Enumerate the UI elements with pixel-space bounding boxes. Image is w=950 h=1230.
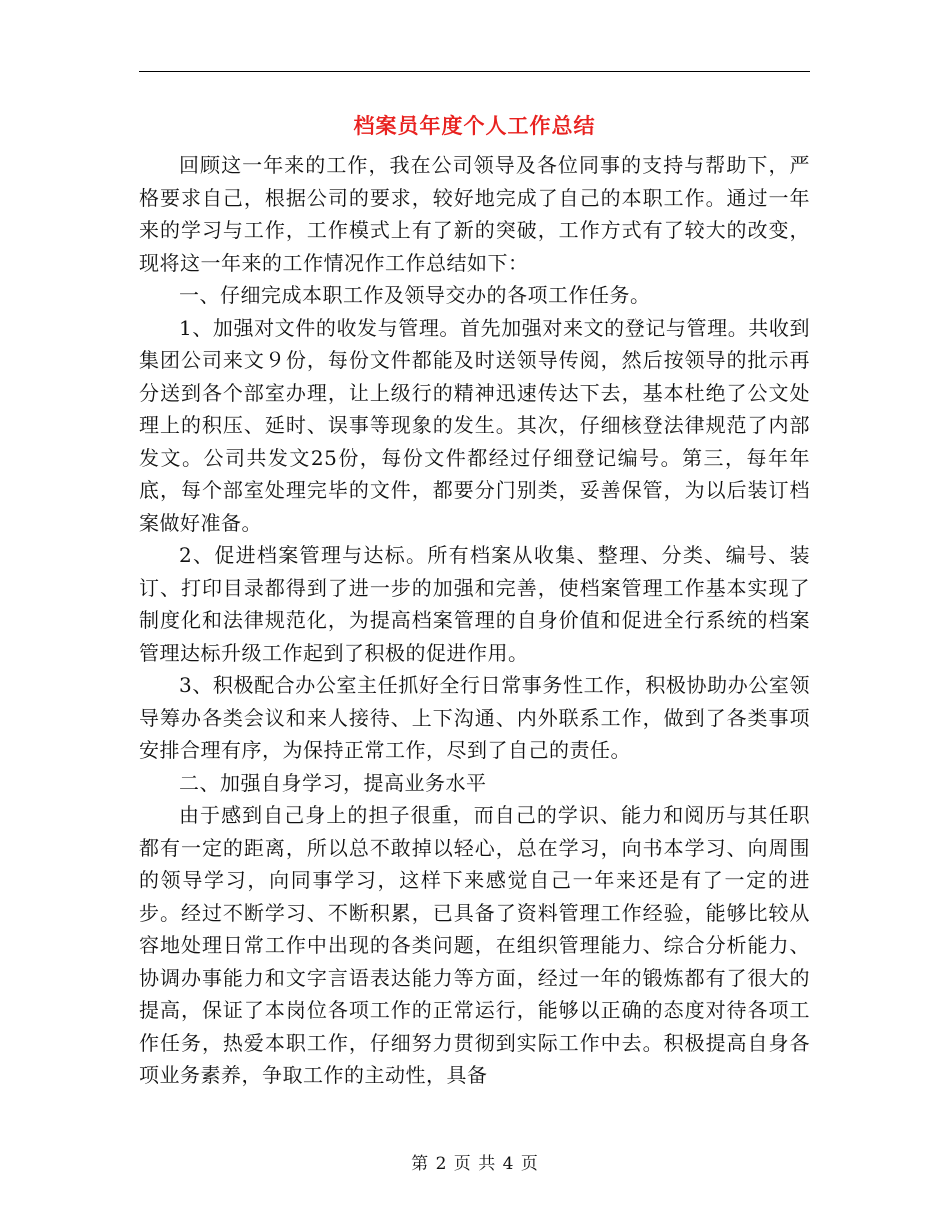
section-heading-1: 一、仔细完成本职工作及领导交办的各项工作任务。 [179, 283, 651, 307]
document-title: 档案员年度个人工作总结 [353, 113, 596, 138]
page-number-footer: 第 2 页 共 4 页 [411, 1154, 539, 1174]
section-heading-2: 二、加强自身学习，提高业务水平 [179, 770, 487, 795]
header-rule [139, 71, 810, 72]
paragraph-item-1: 1、加强对文件的收发与管理。首先加强对来文的登记与管理。共收到集团公司来文９份，每份文件都能及时送领导传阅，然后按领导的批示再分送到各个部室办理，让上级行的精神迅速传达下去，基本杜绝了公文处理上的积压、延时、误事等现象的发生。其次，仔细核登法律规范了内部发文。公司共发文25份，每份文件都经过仔细登记编号。第三，每年年底，每个部室处理完毕的文件，都要分门别类，妥善保管，为以后装订档案做好准备。 [139, 315, 810, 535]
paragraph-item-3: 3、积极配合办公室主任抓好全行日常事务性工作，积极协助办公室领导筹办各类会议和来人接待、上下沟通、内外联系工作，做到了各类事项安排合理有序，为保持正常工作，尽到了自己的责任。 [139, 673, 810, 762]
paragraph-intro: 回顾这一年来的工作，我在公司领导及各位同事的支持与帮助下，严格要求自己，根据公司的要求，较好地完成了自己的本职工作。通过一年来的学习与工作，工作模式上有了新的突破，工作方式有了较大的改变，现将这一年来的工作情况作工作总结如下： [139, 153, 810, 275]
paragraph-item-2: 2、促进档案管理与达标。所有档案从收集、整理、分类、编号、装订、打印目录都得到了进一步的加强和完善，使档案管理工作基本实现了制度化和法律规范化，为提高档案管理的自身价值和促进全行系统的档案管理达标升级工作起到了积极的促进作用。 [139, 543, 810, 665]
document-body [139, 149, 810, 1092]
paragraph-study: 由于感到自己身上的担子很重，而自己的学识、能力和阅历与其任职都有一定的距离，所以总不敢掉以轻心，总在学习，向书本学习、向周围的领导学习，向同事学习，这样下来感觉自己一年来还是有了一定的进步。经过不断学习、不断积累，已具备了资料管理工作经验，能够比较从容地处理日常工作中出现的各类问题，在组织管理能力、综合分析能力、协调办事能力和文字言语表达能力等方面，经过一年的锻炼都有了很大的提高，保证了本岗位各项工作的正常运行，能够以正确的态度对待各项工作任务，热爱本职工作，仔细努力贯彻到实际工作中去。积极提高自身各项业务素养，争取工作的主动性，具备 [139, 803, 810, 1087]
